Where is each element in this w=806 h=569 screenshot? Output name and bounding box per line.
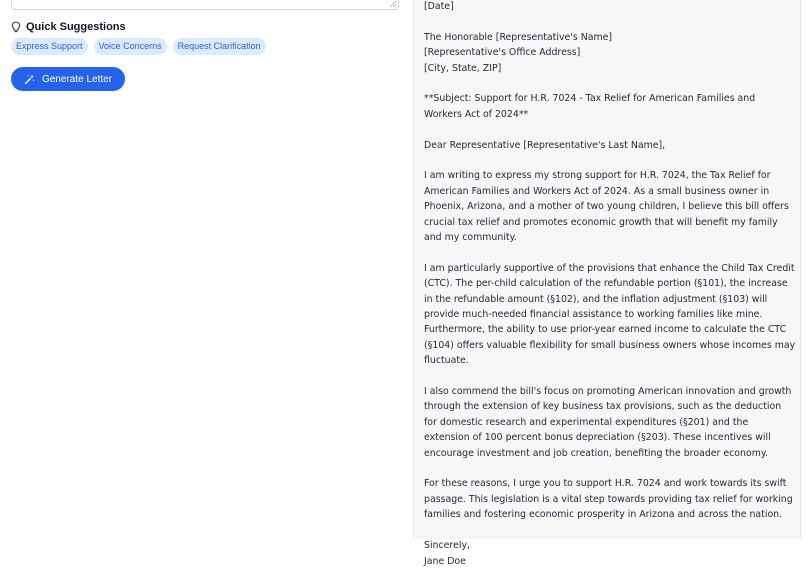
recipient-name: The Honorable [Representative's Name] xyxy=(424,31,613,43)
suggestion-chips xyxy=(11,38,266,55)
chip-express-support[interactable]: Express Support xyxy=(11,38,88,55)
quick-suggestions-heading xyxy=(11,20,126,34)
letter-date: [Date] xyxy=(424,1,454,12)
recipient-city: [City, State, ZIP] xyxy=(424,62,502,74)
letter-paragraph-4: For these reasons, I urge you to support H.R. 7024 and work towards its swift passage. This legislation is a vital step towards providing tax relief for working families and fostering economic prosperity in Arizona and across the nation. xyxy=(424,478,793,521)
letter-paragraph-1: I am writing to express my strong support for H.R. 7024, the Tax Relief for American Families and Workers Act of 2024. As a small business owner in Phoenix, Arizona, and a mother of two young children, I believe this bill offers crucial tax relief and promotes economic growth that will benefit my family and my community. xyxy=(424,170,789,244)
magic-wand-icon xyxy=(24,74,35,85)
chip-voice-concerns[interactable]: Voice Concerns xyxy=(94,38,167,55)
letter-paragraph-2: I am particularly supportive of the provisions that enhance the Child Tax Credit (CTC). The per-child calculation of the refundable portion (§101), the increase in the refundable amount (§102), and the inflation adjustment (§103) will provide much-needed financial assistance to working families like mine. Furthermore, the ability to use prior-year earned income to calculate the CTC (§104) offers valuable flexibility for small business owners whose incomes may fluctuate. xyxy=(424,262,796,367)
recipient-address: [Representative's Office Address] xyxy=(424,47,581,59)
lightbulb-icon xyxy=(11,21,21,33)
resize-grip-icon[interactable] xyxy=(389,0,396,7)
generate-letter-label: Generate Letter xyxy=(41,73,113,85)
letter-salutation: Dear Representative [Representative's Last Name], xyxy=(424,139,666,151)
generate-letter-button[interactable] xyxy=(11,67,125,91)
left-pane xyxy=(0,0,413,539)
quick-suggestions-title: Quick Suggestions xyxy=(26,21,126,33)
letter-preview-pane xyxy=(413,0,801,567)
letter-paragraph-3: I also commend the bill's focus on promoting American innovation and growth through the extension of key business tax provisions, such as the deduction for domestic research and experimental expenditures (§201) and the extension of 100 percent bonus depreciation (§203). These incentives will encourage investment and job creation, benefiting the broader economy. xyxy=(424,386,792,459)
letter-closing: Sincerely, xyxy=(424,540,470,552)
chip-request-clarification[interactable]: Request Clarification xyxy=(173,38,266,55)
letter-content xyxy=(424,0,796,569)
details-textarea[interactable] xyxy=(11,0,399,10)
letter-subject: **Subject: Support for H.R. 7024 - Tax Relief for American Families and Workers Act of 2024** xyxy=(424,93,756,120)
letter-signature: Jane Doe xyxy=(424,555,466,567)
